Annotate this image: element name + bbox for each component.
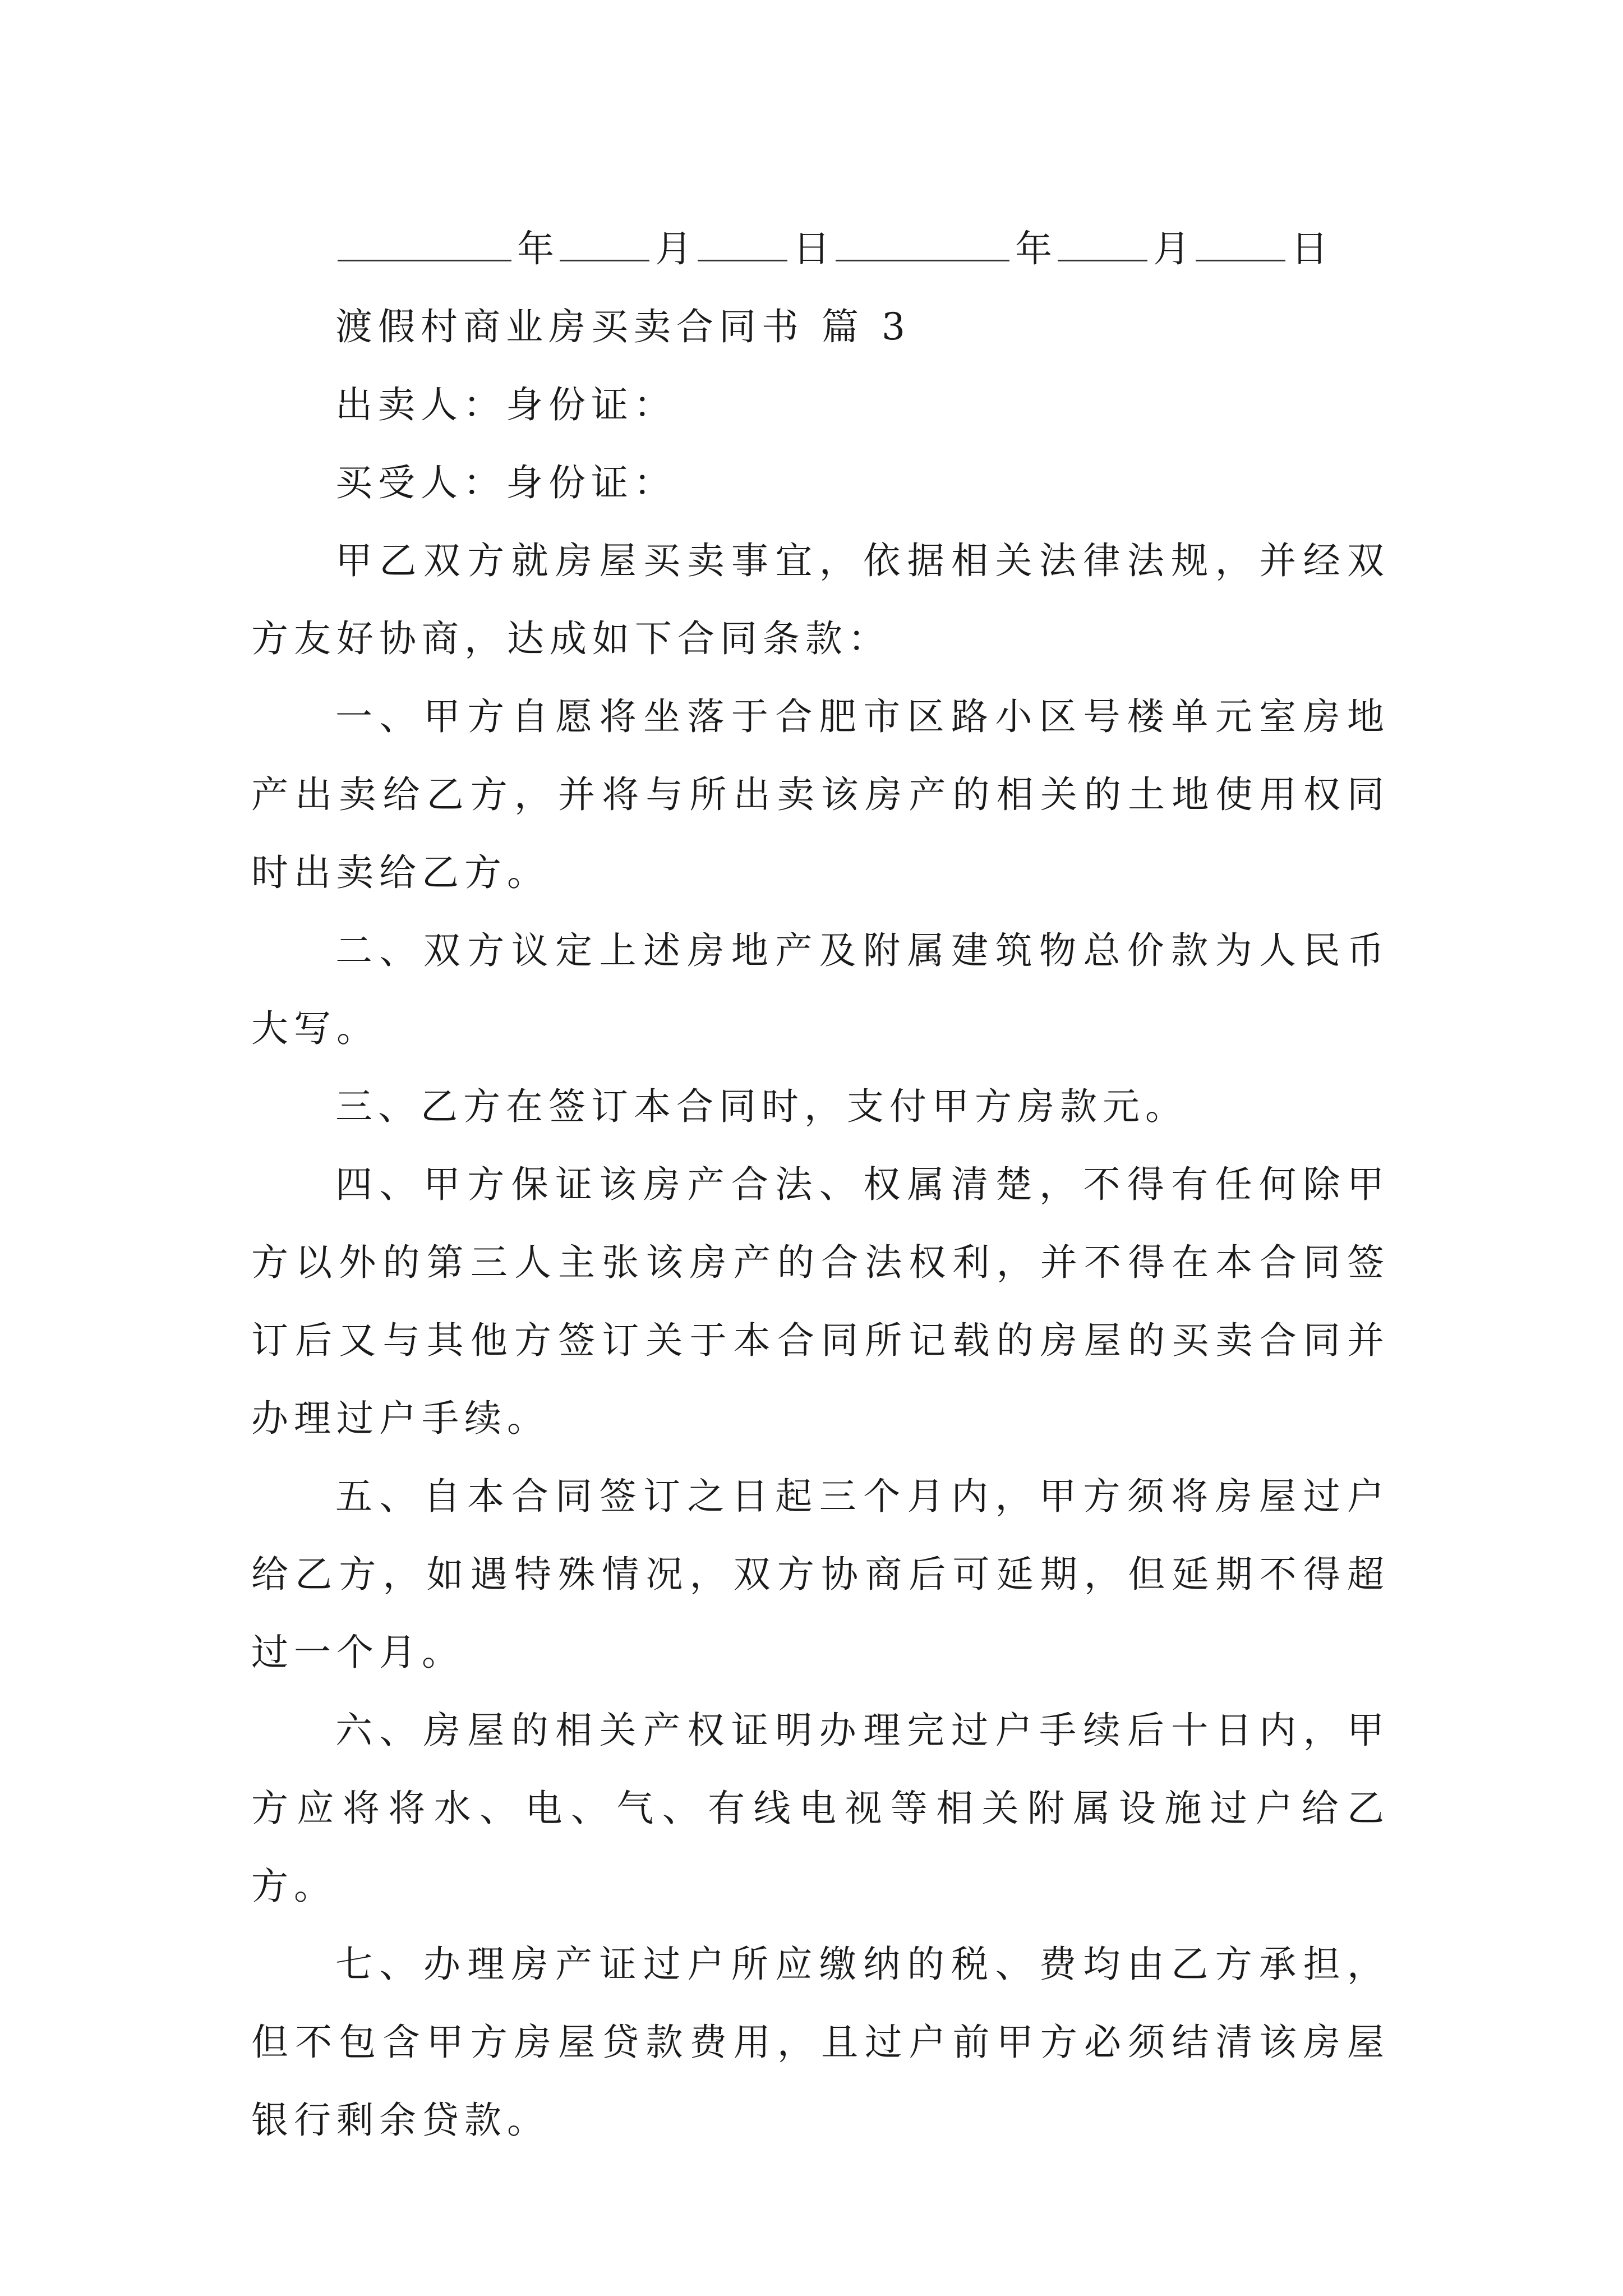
day-label-2: 日: [1291, 227, 1328, 270]
year-blank-1: [338, 228, 511, 261]
clause-4: 四、甲方保证该房产合法、权属清楚，不得有任何除甲方以外的第三人主张该房产的合法权利，并不得在本合同签订后又与其他方签订关于本合同所记载的房屋的买卖合同并办理过户手续。: [251, 1163, 1390, 1440]
clause-1: 一、甲方自愿将坐落于合肥市区路小区号楼单元室房地产出卖给乙方，并将与所出卖该房产的相关的土地使用权同时出卖给乙方。: [251, 695, 1390, 894]
document-body: [251, 210, 1390, 2159]
intro-paragraph: 甲乙双方就房屋买卖事宜，依据相关法律法规，并经双方友好协商，达成如下合同条款：: [251, 539, 1390, 660]
clause-5: 五、自本合同签订之日起三个月内，甲方须将房屋过户给乙方，如遇特殊情况，双方协商后可延期，但延期不得超过一个月。: [251, 1475, 1390, 1674]
month-blank-1: [560, 228, 649, 261]
clause-3: 三、乙方在签订本合同时，支付甲方房款元。: [335, 1085, 1188, 1128]
buyer-label: 买受人：身份证：: [335, 461, 676, 504]
month-label-1: 月: [655, 227, 692, 270]
clause-6: 六、房屋的相关产权证明办理完过户手续后十日内，甲方应将将水、电、气、有线电视等相关附属设施过户给乙方。: [251, 1709, 1390, 1908]
month-blank-2: [1058, 228, 1147, 261]
seller-label: 出卖人：身份证：: [335, 383, 676, 426]
month-label-2: 月: [1153, 227, 1190, 270]
day-blank-2: [1196, 228, 1285, 261]
year-label-1: 年: [517, 227, 554, 270]
signature-date-line: [251, 210, 1390, 288]
year-blank-2: [836, 228, 1009, 261]
day-blank-1: [698, 228, 787, 261]
day-label-1: 日: [793, 227, 830, 270]
contract-heading: 渡假村商业房买卖合同书 篇 3: [335, 305, 911, 348]
clause-2: 二、双方议定上述房地产及附属建筑物总价款为人民币大写。: [251, 929, 1390, 1050]
clause-7: 七、办理房产证过户所应缴纳的税、费均由乙方承担，但不包含甲方房屋贷款费用，且过户前甲方必须结清该房屋银行剩余贷款。: [251, 1943, 1390, 2142]
year-label-2: 年: [1015, 227, 1052, 270]
